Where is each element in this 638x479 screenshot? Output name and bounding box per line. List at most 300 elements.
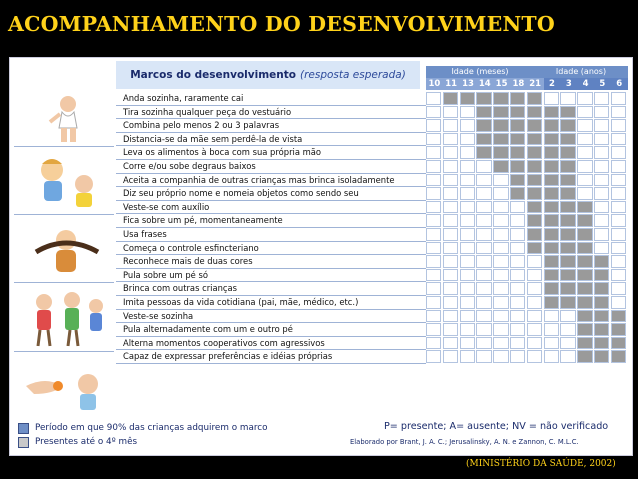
- milestone-row: Diz seu próprio nome e nomeia objetos como sendo seu: [116, 187, 426, 201]
- grid-cell: [577, 282, 592, 295]
- marcos-hint: (resposta esperada): [300, 69, 406, 81]
- grid-cell: [594, 133, 609, 146]
- grid-cell: [510, 187, 525, 200]
- page-title: ACOMPANHAMENTO DO DESENVOLVIMENTO: [8, 12, 555, 36]
- grid-cell: [510, 269, 525, 282]
- grid-cell: [493, 187, 508, 200]
- source-citation: (MINISTÉRIO DA SAÚDE, 2002): [466, 459, 616, 469]
- grid-cell: [527, 119, 542, 132]
- grid-cell: [426, 255, 441, 268]
- grid-cell: [493, 269, 508, 282]
- presence-key: P= presente; A= ausente; NV = não verificado: [384, 421, 609, 432]
- grid-cell: [510, 133, 525, 146]
- grid-cell: [493, 160, 508, 173]
- grid-cell: [493, 214, 508, 227]
- grid-cell: [476, 119, 491, 132]
- section-divider: [14, 282, 114, 283]
- grid-cell: [611, 296, 626, 309]
- milestone-row: Tira sozinha qualquer peça do vestuário: [116, 106, 426, 120]
- milestone-row: Capaz de expressar preferências e idéias próprias: [116, 350, 426, 364]
- milestone-row: Distancia-se da mãe sem perdê-la de vista: [116, 133, 426, 147]
- milestone-list: [116, 92, 426, 364]
- grid-cell: [544, 296, 559, 309]
- grid-cell: [577, 214, 592, 227]
- grid-cell: [476, 350, 491, 363]
- grid-cell: [476, 337, 491, 350]
- grid-cell: [426, 228, 441, 241]
- grid-cell: [544, 310, 559, 323]
- grid-cell: [594, 119, 609, 132]
- grid-cell: [611, 255, 626, 268]
- grid-cell: [594, 146, 609, 159]
- grid-cell: [611, 119, 626, 132]
- grid-cell: [426, 201, 441, 214]
- grid-cell: [493, 106, 508, 119]
- grid-cell: [510, 350, 525, 363]
- grid-cell: [577, 337, 592, 350]
- age-column-header: 14: [476, 78, 493, 90]
- grid-cell: [460, 106, 475, 119]
- grid-cell: [426, 174, 441, 187]
- grid-cell: [527, 296, 542, 309]
- grid-cell: [443, 282, 458, 295]
- grid-cell: [611, 282, 626, 295]
- grid-cell: [510, 255, 525, 268]
- grid-cell: [493, 228, 508, 241]
- grid-cell: [544, 174, 559, 187]
- grid-cell: [544, 160, 559, 173]
- grid-cell: [611, 310, 626, 323]
- grid-cell: [577, 242, 592, 255]
- grid-cell: [443, 214, 458, 227]
- grid-cell: [493, 133, 508, 146]
- grid-cell: [443, 160, 458, 173]
- milestone-row: Corre e/ou sobe degraus baixos: [116, 160, 426, 174]
- grid-cell: [560, 92, 575, 105]
- grid-cell: [476, 282, 491, 295]
- grid-cell: [460, 201, 475, 214]
- grid-cell: [460, 337, 475, 350]
- milestone-row: Pula sobre um pé só: [116, 269, 426, 283]
- grid-cell: [426, 350, 441, 363]
- grid-cell: [560, 255, 575, 268]
- grid-cell: [510, 214, 525, 227]
- grid-cell: [577, 323, 592, 336]
- grid-cell: [594, 187, 609, 200]
- grid-cell: [510, 92, 525, 105]
- grid-cell: [577, 92, 592, 105]
- grid-cell: [594, 337, 609, 350]
- milestone-row: Imita pessoas da vida cotidiana (pai, mãe, médico, etc.): [116, 296, 426, 310]
- grid-cell: [510, 146, 525, 159]
- authors-credit: Elaborado por Brant, J. A. C.; Jerusalinsky, A. N. e Zannon, C. M.L.C.: [350, 438, 579, 446]
- grid-cell: [560, 201, 575, 214]
- grid-cell: [527, 323, 542, 336]
- marcos-label: Marcos do desenvolvimento: [130, 69, 296, 81]
- grid-cell: [426, 282, 441, 295]
- grid-cell: [476, 296, 491, 309]
- legend-swatch-gray: [18, 437, 29, 448]
- grid-cell: [594, 323, 609, 336]
- grid-cell: [544, 201, 559, 214]
- grid-cell: [510, 310, 525, 323]
- grid-cell: [527, 337, 542, 350]
- grid-cell: [577, 255, 592, 268]
- grid-cell: [426, 269, 441, 282]
- grid-cell: [544, 214, 559, 227]
- months-group-header: Idade (meses): [426, 66, 534, 78]
- milestone-row: Começa o controle esfincteriano: [116, 242, 426, 256]
- grid-cell: [510, 282, 525, 295]
- milestone-row: Veste-se sozinha: [116, 310, 426, 324]
- grid-cell: [460, 160, 475, 173]
- milestone-row: Usa frases: [116, 228, 426, 242]
- grid-cell: [527, 214, 542, 227]
- grid-cell: [443, 187, 458, 200]
- grid-cell: [460, 282, 475, 295]
- grid-cell: [443, 269, 458, 282]
- grid-cell: [577, 228, 592, 241]
- grid-cell: [560, 187, 575, 200]
- grid-cell: [611, 160, 626, 173]
- grid-cell: [594, 282, 609, 295]
- grid-cell: [493, 310, 508, 323]
- grid-cell: [594, 255, 609, 268]
- age-column-header: 13: [460, 78, 477, 90]
- grid-cell: [476, 187, 491, 200]
- grid-cell: [460, 242, 475, 255]
- grid-cell: [611, 269, 626, 282]
- milestone-row: Veste-se com auxílio: [116, 201, 426, 215]
- legend-swatch-blue: [18, 423, 29, 434]
- grid-cell: [560, 269, 575, 282]
- grid-cell: [493, 242, 508, 255]
- grid-cell: [594, 174, 609, 187]
- grid-cell: [611, 133, 626, 146]
- grid-cell: [426, 296, 441, 309]
- milestone-row: Aceita a companhia de outras crianças mas brinca isoladamente: [116, 174, 426, 188]
- age-column-header: 3: [560, 78, 577, 90]
- grid-cell: [443, 146, 458, 159]
- grid-cell: [560, 337, 575, 350]
- grid-cell: [560, 296, 575, 309]
- grid-cell: [476, 255, 491, 268]
- grid-cell: [476, 133, 491, 146]
- grid-cell: [426, 146, 441, 159]
- grid-cell: [544, 187, 559, 200]
- grid-cell: [594, 106, 609, 119]
- years-group-header: Idade (anos): [534, 66, 628, 78]
- section-divider: [14, 214, 114, 215]
- grid-cell: [426, 214, 441, 227]
- grid-cell: [544, 269, 559, 282]
- grid-cell: [594, 296, 609, 309]
- age-column-header: 2: [544, 78, 561, 90]
- grid-cell: [611, 92, 626, 105]
- grid-cell: [443, 323, 458, 336]
- age-column-header: 11: [443, 78, 460, 90]
- grid-cell: [594, 92, 609, 105]
- grid-cell: [460, 310, 475, 323]
- grid-cell: [443, 119, 458, 132]
- grid-cell: [544, 282, 559, 295]
- grid-cell: [527, 201, 542, 214]
- grid-cell: [460, 119, 475, 132]
- age-column-headers: [426, 78, 628, 90]
- grid-cell: [560, 174, 575, 187]
- grid-cell: [510, 174, 525, 187]
- grid-cell: [594, 214, 609, 227]
- grid-cell: [510, 337, 525, 350]
- grid-cell: [611, 106, 626, 119]
- grid-cell: [476, 160, 491, 173]
- grid-cell: [527, 146, 542, 159]
- grid-cell: [510, 228, 525, 241]
- child-dressing-illustration: [22, 222, 112, 278]
- grid-cell: [443, 350, 458, 363]
- grid-cell: [426, 119, 441, 132]
- grid-cell: [577, 146, 592, 159]
- grid-cell: [493, 92, 508, 105]
- grid-cell: [476, 174, 491, 187]
- grid-cell: [577, 187, 592, 200]
- grid-cell: [577, 201, 592, 214]
- grid-cell: [460, 350, 475, 363]
- grid-cell: [443, 228, 458, 241]
- grid-cell: [544, 92, 559, 105]
- section-divider: [14, 351, 114, 352]
- grid-cell: [510, 242, 525, 255]
- grid-cell: [510, 106, 525, 119]
- grid-cell: [560, 282, 575, 295]
- grid-cell: [611, 174, 626, 187]
- grid-cell: [476, 201, 491, 214]
- grid-cell: [527, 242, 542, 255]
- milestone-row: Pula alternadamente com um e outro pé: [116, 323, 426, 337]
- grid-cell: [476, 269, 491, 282]
- age-column-header: 5: [594, 78, 611, 90]
- grid-cell: [611, 228, 626, 241]
- grid-cell: [594, 201, 609, 214]
- grid-cell: [560, 214, 575, 227]
- grid-cell: [544, 119, 559, 132]
- grid-cell: [476, 228, 491, 241]
- grid-cell: [594, 242, 609, 255]
- grid-cell: [577, 106, 592, 119]
- legend: [18, 421, 268, 449]
- grid-cell: [611, 214, 626, 227]
- grid-cell: [594, 269, 609, 282]
- section-divider: [14, 146, 114, 147]
- grid-cell: [544, 228, 559, 241]
- grid-cell: [476, 214, 491, 227]
- grid-cell: [493, 201, 508, 214]
- grid-cell: [544, 323, 559, 336]
- grid-cell: [493, 174, 508, 187]
- grid-cell: [460, 323, 475, 336]
- grid-cell: [611, 337, 626, 350]
- age-column-header: 10: [426, 78, 443, 90]
- milestone-row: Alterna momentos cooperativos com agressivos: [116, 337, 426, 351]
- age-column-header: 15: [493, 78, 510, 90]
- grid-cell: [544, 106, 559, 119]
- grid-cell: [527, 255, 542, 268]
- grid-cell: [443, 337, 458, 350]
- grid-cell: [460, 146, 475, 159]
- grid-cell: [611, 201, 626, 214]
- grid-cell: [594, 228, 609, 241]
- grid-cell: [493, 255, 508, 268]
- legend-item-90pct: [18, 421, 268, 435]
- grid-cell: [460, 187, 475, 200]
- grid-cell: [460, 92, 475, 105]
- grid-cell: [527, 282, 542, 295]
- grid-cell: [460, 269, 475, 282]
- grid-cell: [577, 119, 592, 132]
- grid-cell: [560, 350, 575, 363]
- grid-cell: [577, 269, 592, 282]
- marcos-header: [116, 61, 420, 89]
- grid-cell: [460, 296, 475, 309]
- grid-cell: [611, 323, 626, 336]
- age-column-header: 21: [527, 78, 544, 90]
- grid-cell: [594, 160, 609, 173]
- grid-cell: [510, 323, 525, 336]
- grid-cell: [527, 133, 542, 146]
- grid-cell: [426, 337, 441, 350]
- grid-cell: [460, 174, 475, 187]
- grid-cell: [544, 242, 559, 255]
- milestone-row: Combina pelo menos 2 ou 3 palavras: [116, 119, 426, 133]
- grid-cell: [443, 201, 458, 214]
- grid-cell: [510, 119, 525, 132]
- grid-cell: [577, 160, 592, 173]
- milestone-row: Brinca com outras crianças: [116, 282, 426, 296]
- toddler-walking-illustration: [22, 94, 112, 144]
- grid-cell: [560, 323, 575, 336]
- grid-cell: [510, 201, 525, 214]
- grid-cell: [476, 242, 491, 255]
- milestone-row: Fica sobre um pé, momentaneamente: [116, 214, 426, 228]
- grid-cell: [527, 187, 542, 200]
- grid-cell: [527, 228, 542, 241]
- grid-cell: [611, 242, 626, 255]
- legend-label-4month: Presentes até o 4º mês: [35, 437, 138, 447]
- grid-cell: [544, 350, 559, 363]
- grid-cell: [426, 242, 441, 255]
- grid-cell: [510, 296, 525, 309]
- grid-cell: [426, 310, 441, 323]
- grid-cell: [476, 323, 491, 336]
- milestone-row: Reconhece mais de duas cores: [116, 255, 426, 269]
- milestone-row: Anda sozinha, raramente cai: [116, 92, 426, 106]
- grid-cell: [527, 106, 542, 119]
- age-column-header: 6: [611, 78, 628, 90]
- grid-cell: [611, 187, 626, 200]
- grid-cell: [611, 350, 626, 363]
- grid-cell: [476, 146, 491, 159]
- grid-cell: [544, 146, 559, 159]
- milestone-row: Leva os alimentos à boca com sua própria mão: [116, 146, 426, 160]
- grid-cell: [476, 106, 491, 119]
- age-column-header: 18: [510, 78, 527, 90]
- grid-cell: [493, 337, 508, 350]
- grid-cell: [443, 296, 458, 309]
- grid-cell: [611, 146, 626, 159]
- grid-cell: [476, 310, 491, 323]
- grid-cell: [426, 187, 441, 200]
- grid-cell: [527, 160, 542, 173]
- grid-cell: [527, 350, 542, 363]
- grid-cell: [577, 133, 592, 146]
- grid-cell: [443, 174, 458, 187]
- grid-cell: [493, 296, 508, 309]
- grid-cell: [493, 323, 508, 336]
- grid-cell: [560, 228, 575, 241]
- grid-cell: [443, 92, 458, 105]
- grid-cell: [544, 255, 559, 268]
- grid-cell: [594, 350, 609, 363]
- grid-cell: [460, 255, 475, 268]
- grid-cell: [443, 255, 458, 268]
- grid-cell: [544, 337, 559, 350]
- legend-label-90pct: Período em que 90% das crianças adquirem o marco: [35, 423, 268, 433]
- grid-cell: [493, 146, 508, 159]
- grid-cell: [493, 350, 508, 363]
- grid-cell: [560, 146, 575, 159]
- grid-cell: [527, 92, 542, 105]
- illustration-column: [14, 92, 114, 418]
- grid-cell: [426, 160, 441, 173]
- grid-cell: [527, 269, 542, 282]
- grid-cell: [426, 133, 441, 146]
- grid-cell: [594, 310, 609, 323]
- child-eating-illustration: [22, 154, 112, 210]
- grid-cell: [560, 106, 575, 119]
- grid-cell: [577, 350, 592, 363]
- grid-cell: [560, 310, 575, 323]
- grid-cell: [577, 296, 592, 309]
- grid-cell: [426, 323, 441, 336]
- hand-giving-food-illustration: [22, 364, 112, 414]
- grid-cell: [460, 133, 475, 146]
- grid-cell: [527, 174, 542, 187]
- age-column-header: 4: [577, 78, 594, 90]
- grid-cell: [577, 310, 592, 323]
- children-playing-illustration: [22, 288, 112, 352]
- grid-cell: [560, 133, 575, 146]
- grid-cell: [426, 106, 441, 119]
- grid-cell: [560, 119, 575, 132]
- grid-cell: [443, 106, 458, 119]
- grid-cell: [460, 214, 475, 227]
- grid-cell: [510, 160, 525, 173]
- grid-cell: [426, 92, 441, 105]
- grid-cell: [560, 160, 575, 173]
- grid-cell: [443, 242, 458, 255]
- grid-cell: [443, 133, 458, 146]
- grid-cell: [476, 92, 491, 105]
- grid-cell: [527, 310, 542, 323]
- legend-item-4month: [18, 435, 268, 449]
- grid-cell: [544, 133, 559, 146]
- grid-cell: [493, 282, 508, 295]
- grid-cell: [460, 228, 475, 241]
- grid-cell: [577, 174, 592, 187]
- grid-cell: [560, 242, 575, 255]
- grid-cell: [443, 310, 458, 323]
- grid-cell: [493, 119, 508, 132]
